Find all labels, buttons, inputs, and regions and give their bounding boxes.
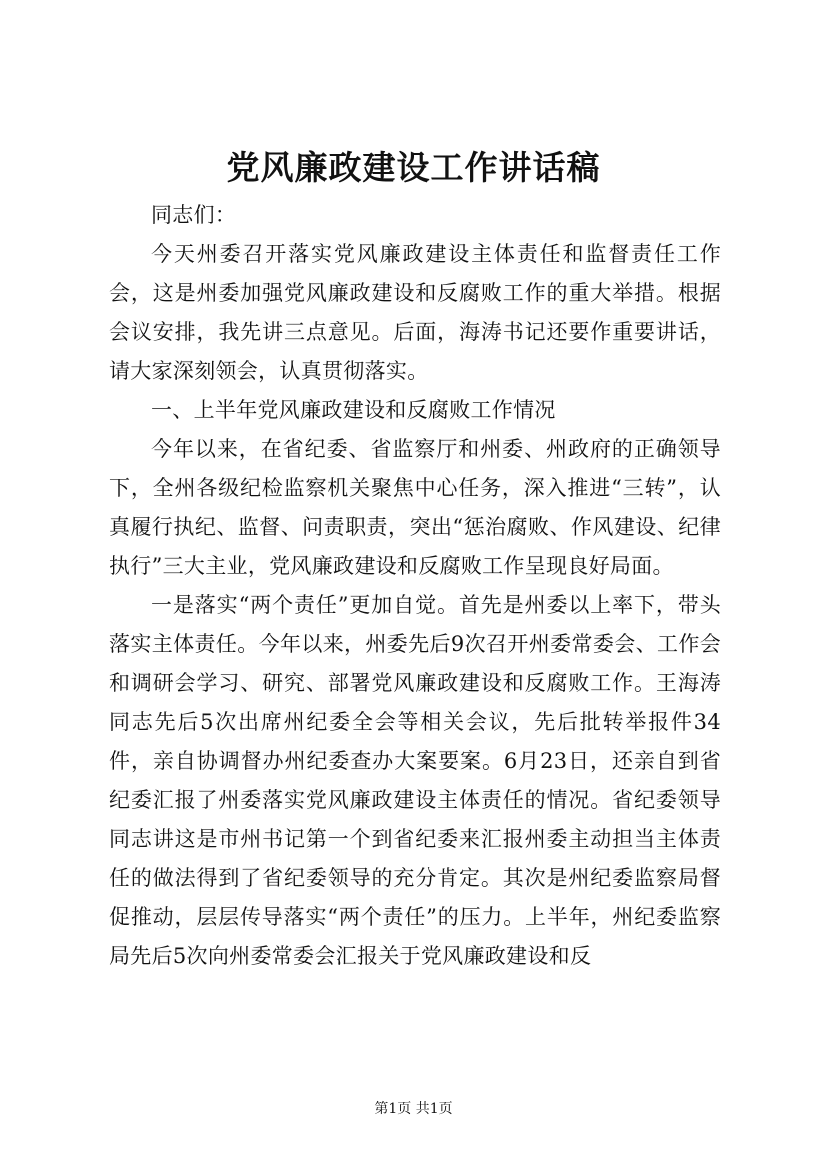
responsibility-paragraph: 一是落实“两个责任”更加自觉。首先是州委以上率下，带头落实主体责任。今年以来，州委先后9次召开州委常委会、工作会和调研会学习、研究、部署党风廉政建设和反腐败工作。王海涛同志先后5次出席州纪委全会等相关会议，先后批转举报件34件，亲自协调督办州纪委查办大案要案。6月23日，还亲自到省纪委汇报了州委落实党风廉政建设主体责任的情况。省纪委领导同志讲这是市州书记第一个到省纪委来汇报州委主动担当主体责任的做法得到了省纪委领导的充分肯定。其次是州纪委监察局督促推动，层层传导落实“两个责任”的压力。上半年，州纪委监察局先后5次向州委常委会汇报关于党风廉政建设和反	[109, 593, 721, 968]
document-title: 党风廉政建设工作讲话稿	[226, 148, 601, 187]
intro-paragraph: 今天州委召开落实党风廉政建设主体责任和监督责任工作会，这是州委加强党风廉政建设和反腐败工作的重大举措。根据会议安排，我先讲三点意见。后面，海涛书记还要作重要讲话，请大家深刻领会，认真贯彻落实。	[109, 242, 721, 383]
document-body	[109, 196, 721, 976]
section-heading: 一、上半年党风廉政建设和反腐败工作情况	[151, 398, 556, 422]
page-number-footer: 第1页 共1页	[374, 1101, 453, 1117]
salutation-paragraph: 同志们：	[151, 203, 237, 227]
summary-paragraph: 今年以来，在省纪委、省监察厅和州委、州政府的正确领导下，全州各级纪检监察机关聚焦中心任务，深入推进“三转”，认真履行执纪、监督、问责职责，突出“惩治腐败、作风建设、纪律执行”三大主业，党风廉政建设和反腐败工作呈现良好局面。	[109, 437, 721, 578]
